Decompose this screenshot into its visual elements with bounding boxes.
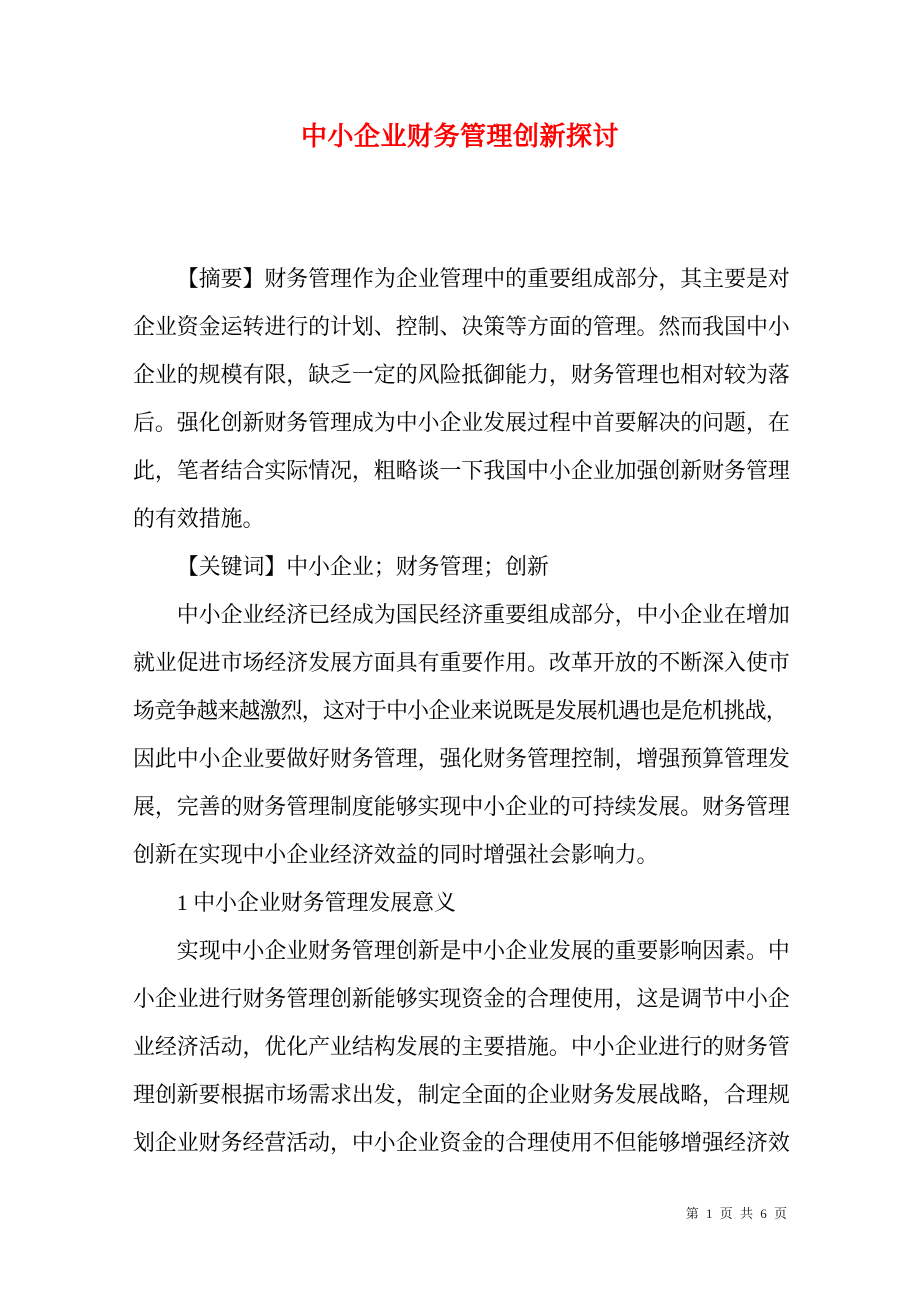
text-line: 企业的规模有限，缺乏一定的风险抵御能力，财务管理也相对较为落: [133, 362, 790, 387]
text-line: 的有效措施。: [133, 506, 265, 531]
text-line: 理创新要根据市场需求出发，制定全面的企业财务发展战略，合理规: [133, 1082, 790, 1107]
section-heading-1: [133, 879, 795, 927]
paragraph-intro: [133, 591, 795, 879]
paragraph-keywords: [133, 543, 795, 591]
paragraph-section-1: [133, 927, 795, 1167]
text-line: 【摘要】财务管理作为企业管理中的重要组成部分，其主要是对: [176, 266, 790, 291]
text-line: 划企业财务经营活动，中小企业资金的合理使用不但能够增强经济效: [133, 1130, 790, 1155]
text-line: 创新在实现中小企业经济效益的同时增强社会影响力。: [133, 842, 659, 867]
document-body: [133, 255, 795, 1167]
text-line: 业经济活动，优化产业结构发展的主要措施。中小企业进行的财务管: [133, 1034, 790, 1059]
text-line: 场竞争越来越激烈，这对于中小企业来说既是发展机遇也是危机挑战，: [133, 698, 787, 723]
paragraph-abstract: [133, 255, 795, 543]
text-line: 就业促进市场经济发展方面具有重要作用。改革开放的不断深入使市: [133, 650, 790, 675]
text-line: 小企业进行财务管理创新能够实现资金的合理使用，这是调节中小企: [133, 986, 790, 1011]
page-number-footer: 第 1 页 共 6 页: [685, 1206, 789, 1221]
text-line: 企业资金运转进行的计划、控制、决策等方面的管理。然而我国中小: [133, 314, 790, 339]
text-line: 展，完善的财务管理制度能够实现中小企业的可持续发展。财务管理: [133, 794, 790, 819]
text-line: 此，笔者结合实际情况，粗略谈一下我国中小企业加强创新财务管理: [133, 458, 790, 483]
text-line: 1 中小企业财务管理发展意义: [176, 890, 456, 915]
text-line: 实现中小企业财务管理创新是中小企业发展的重要影响因素。中: [176, 938, 790, 963]
text-line: 因此中小企业要做好财务管理，强化财务管理控制，增强预算管理发: [133, 746, 790, 771]
text-line: 中小企业经济已经成为国民经济重要组成部分，中小企业在增加: [176, 602, 790, 627]
text-line: 【关键词】中小企业；财务管理；创新: [176, 554, 549, 579]
text-line: 后。强化创新财务管理成为中小企业发展过程中首要解决的问题，在: [133, 410, 790, 435]
document-title: 中小企业财务管理创新探讨: [300, 122, 619, 151]
